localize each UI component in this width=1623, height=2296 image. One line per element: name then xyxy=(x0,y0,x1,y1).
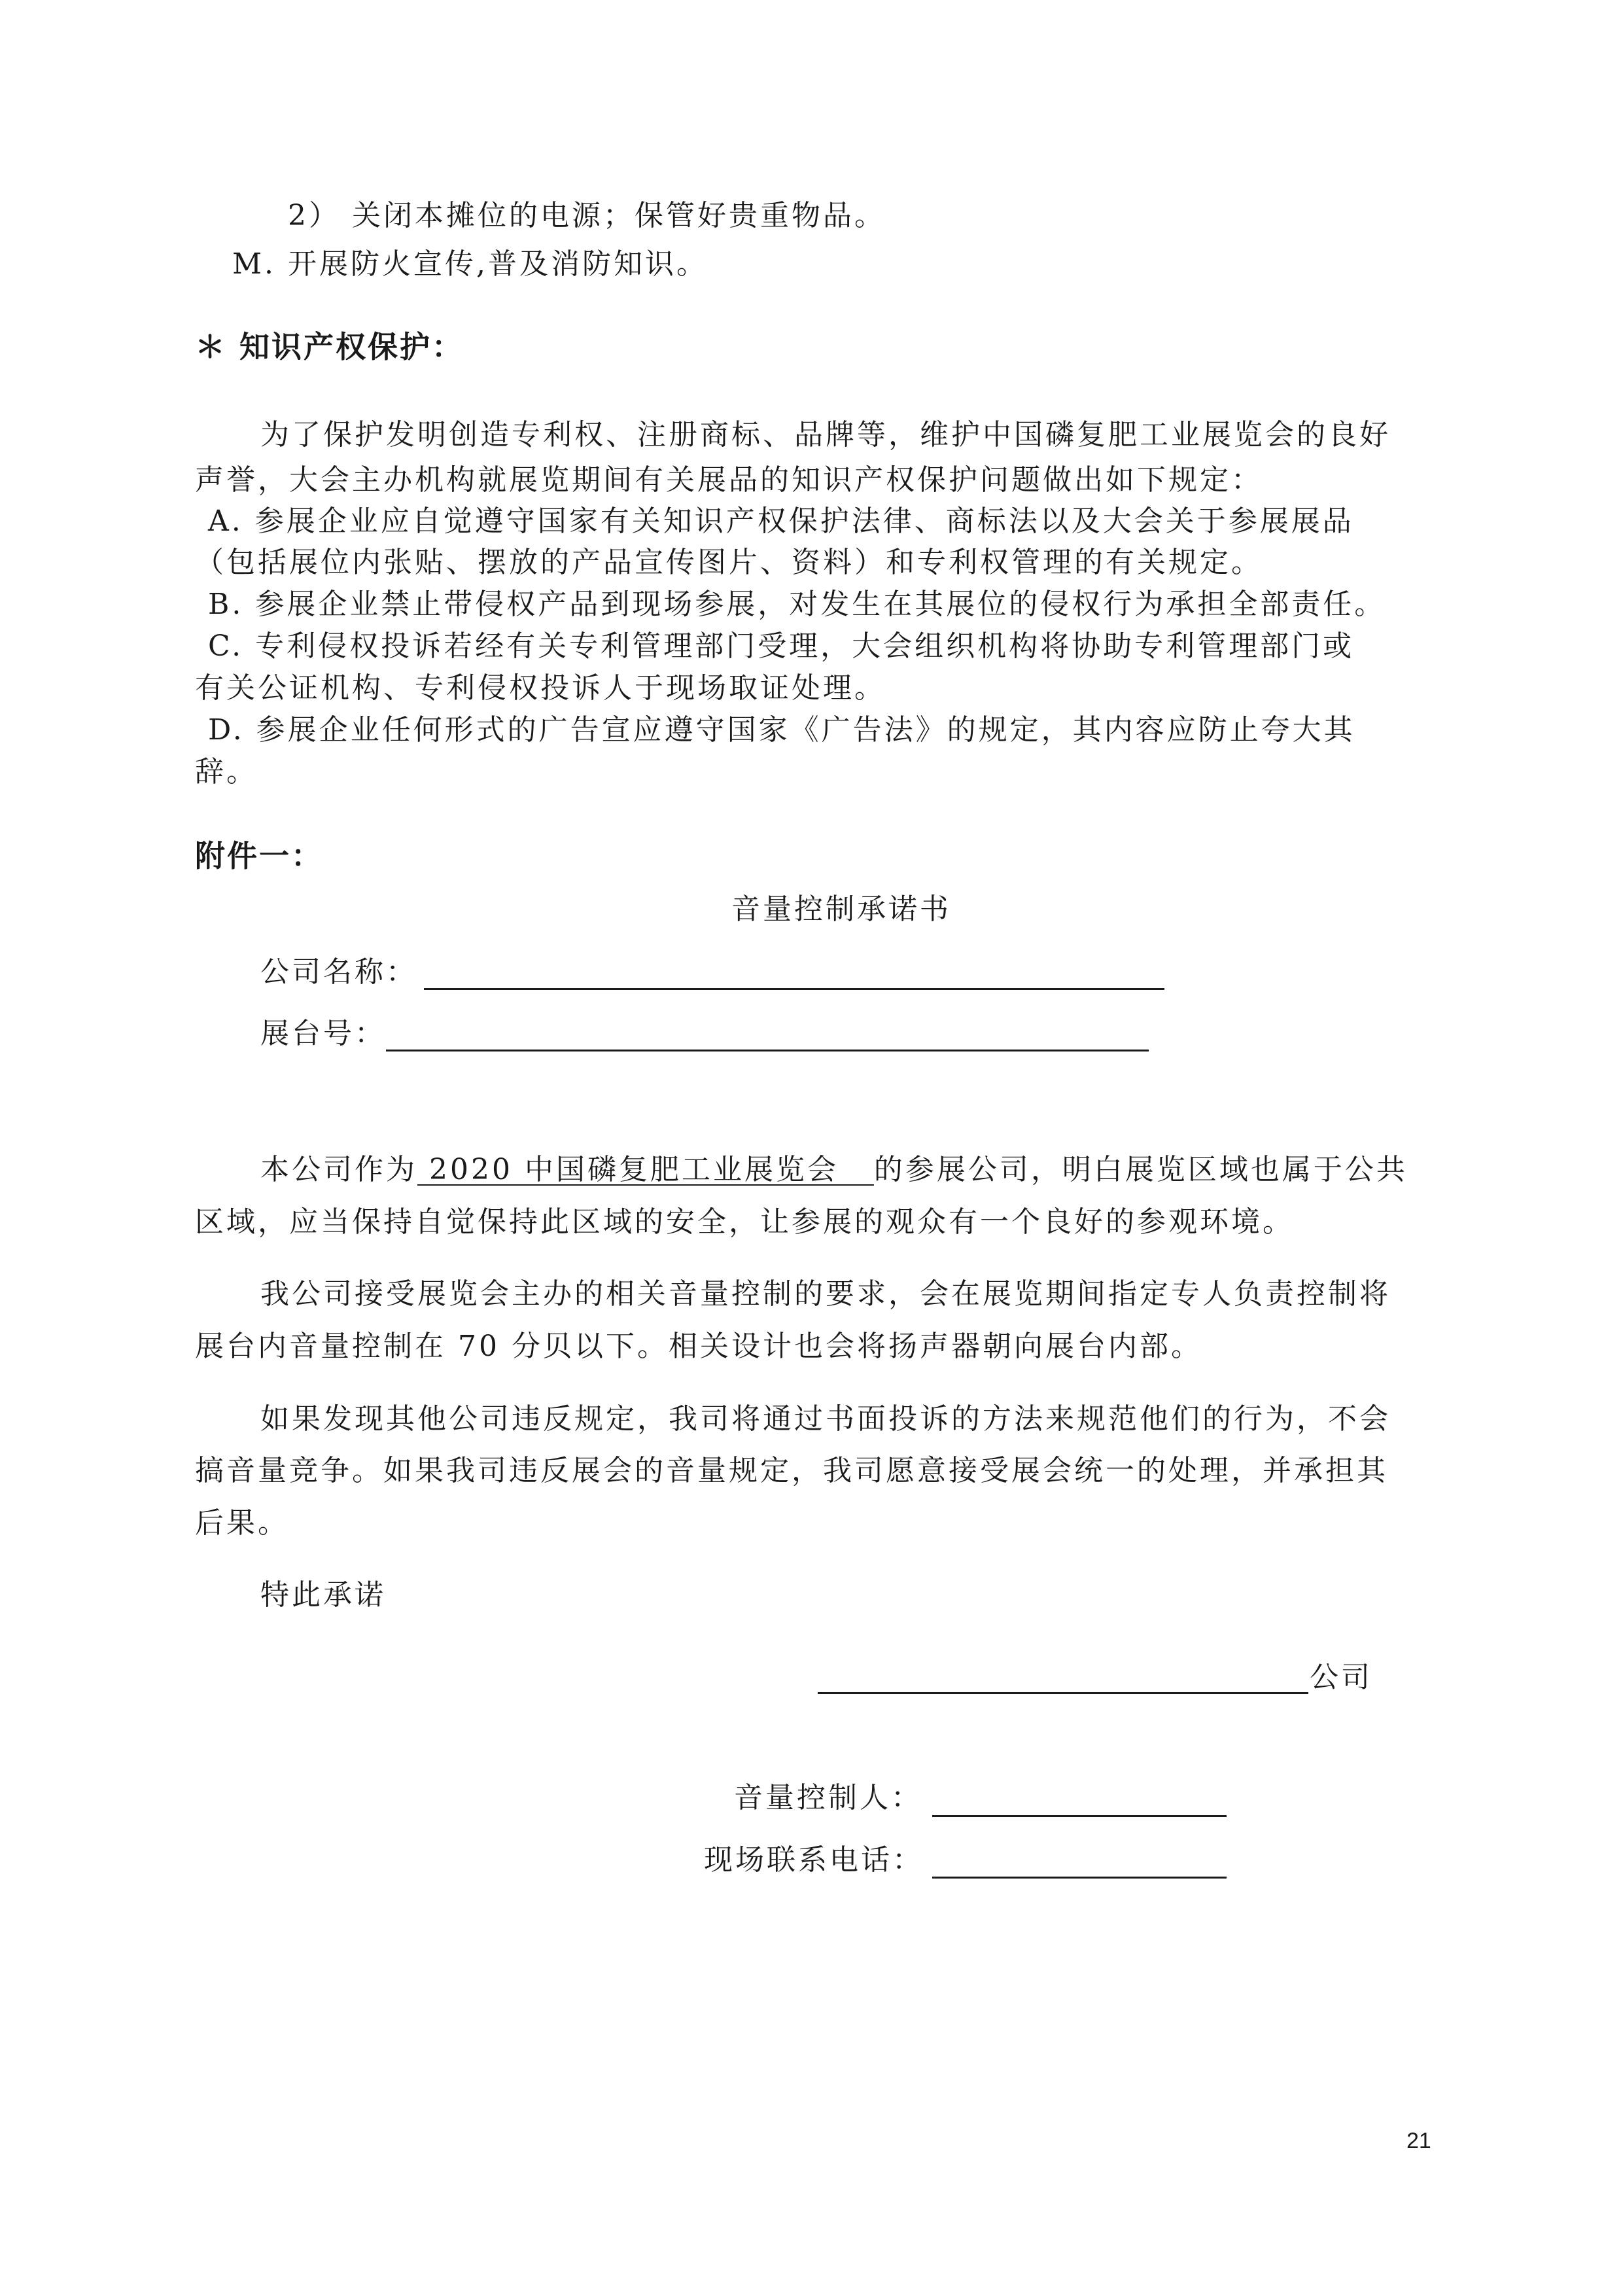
ip-item-a-line-2: （包括展位内张贴、摆放的产品宣传图片、资料）和专利权管理的有关规定。 xyxy=(195,546,1263,579)
volume-controller-label: 音量控制人： xyxy=(734,1781,922,1814)
event-name: 2020 中国磷复肥工业展览会 xyxy=(417,1153,874,1186)
ip-item-d-line-2: 辞。 xyxy=(195,755,258,788)
pledge-intro-continuation: 的参展公司，明白展览区域也属于公共 xyxy=(873,1153,1408,1186)
ip-section-heading: ＊ 知识产权保护： xyxy=(195,329,464,364)
page-number: 21 xyxy=(1406,2128,1431,2153)
onsite-phone-blank-line xyxy=(932,1877,1227,1879)
ip-item-a-line-1: A. 参展企业应自觉遵守国家有关知识产权保护法律、商标法以及大会关于参展展品 xyxy=(208,504,1354,538)
pledge-paragraph-1-line-1 xyxy=(260,1152,1408,1188)
annex-heading: 附件一： xyxy=(195,838,323,874)
company-name-blank-line xyxy=(424,988,1164,990)
annex-title: 音量控制承诺书 xyxy=(731,892,951,926)
pledge-paragraph-2-line-2: 展台内音量控制在 70 分贝以下。相关设计也会将扬声器朝向展台内部。 xyxy=(195,1330,1202,1363)
pledge-intro-text: 本公司作为 xyxy=(260,1153,417,1186)
volume-controller-blank-line xyxy=(932,1815,1227,1817)
ip-item-c-line-2: 有关公证机构、专利侵权投诉人于现场取证处理。 xyxy=(195,671,886,705)
closing-statement: 特此承诺 xyxy=(260,1578,386,1612)
pledge-paragraph-1-line-2: 区域，应当保持自觉保持此区域的安全，让参展的观众有一个良好的参观环境。 xyxy=(195,1205,1294,1239)
ip-intro-line-2: 声誉，大会主办机构就展览期间有关展品的知识产权保护问题做出如下规定： xyxy=(195,463,1263,497)
ip-item-b-line-1: B. 参展企业禁止带侵权产品到现场参展，对发生在其展位的侵权行为承担全部责任。 xyxy=(208,588,1386,621)
ip-item-d-line-1: D. 参展企业任何形式的广告宣应遵守国家《广告法》的规定，其内容应防止夸大其 xyxy=(208,713,1355,747)
pledge-paragraph-3-line-3: 后果。 xyxy=(195,1506,289,1540)
pledge-paragraph-2-line-1: 我公司接受展览会主办的相关音量控制的要求，会在展览期间指定专人负责控制将 xyxy=(260,1277,1391,1311)
booth-number-blank-line xyxy=(386,1050,1149,1051)
company-suffix: 公司 xyxy=(1310,1661,1372,1694)
list-item-2: 2） 关闭本摊位的电源；保管好贵重物品。 xyxy=(288,199,886,232)
ip-item-c-line-1: C. 专利侵权投诉若经有关专利管理部门受理，大会组织机构将协助专利管理部门或 xyxy=(208,629,1355,663)
company-signature-line xyxy=(818,1692,1308,1694)
onsite-phone-label: 现场联系电话： xyxy=(704,1843,924,1877)
ip-intro-line-1: 为了保护发明创造专利权、注册商标、品牌等，维护中国磷复肥工业展览会的良好 xyxy=(260,418,1391,451)
pledge-paragraph-3-line-1: 如果发现其他公司违反规定，我司将通过书面投诉的方法来规范他们的行为，不会 xyxy=(260,1402,1391,1436)
company-name-label: 公司名称： xyxy=(260,955,417,989)
list-item-m: M. 开展防火宣传,普及消防知识。 xyxy=(232,247,708,281)
booth-number-label: 展台号： xyxy=(260,1017,386,1050)
pledge-paragraph-3-line-2: 搞音量竞争。如果我司违反展会的音量规定，我司愿意接受展会统一的处理，并承担其 xyxy=(195,1454,1388,1487)
